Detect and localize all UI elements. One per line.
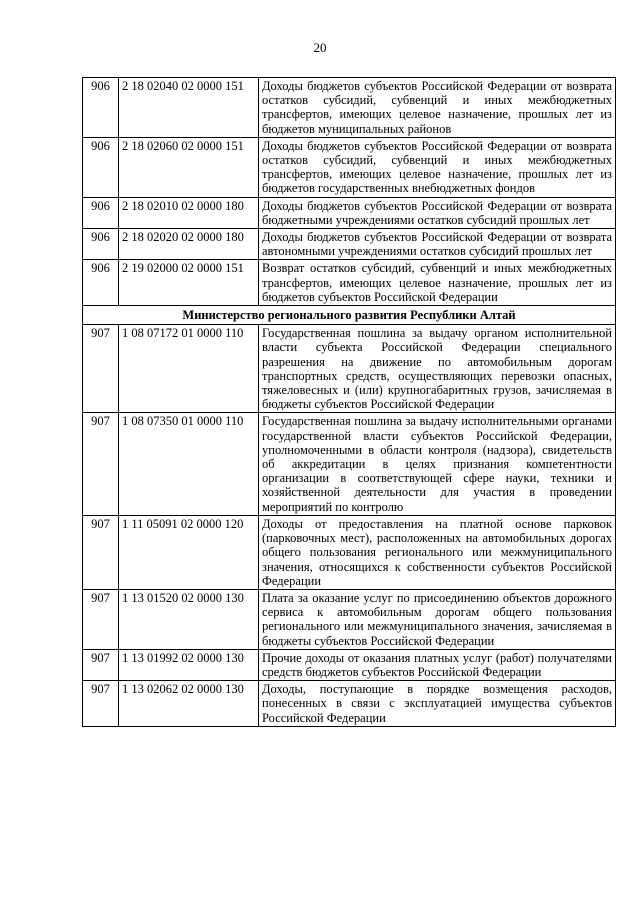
admin-code-cell: 907 (83, 681, 119, 727)
table-row (83, 137, 616, 197)
admin-code-cell: 907 (83, 589, 119, 649)
revenue-name-cell: Доходы бюджетов субъектов Российской Федерации от возврата остатков субсидий, субвенций и иных межбюджетных трансфертов, имеющих целевое назначение, прошлых лет из бюджетов государственных внебюджетных фондов (259, 137, 616, 197)
page-number: 20 (313, 40, 327, 55)
admin-code-cell: 906 (83, 260, 119, 306)
table-row (83, 325, 616, 413)
admin-code-cell: 907 (83, 413, 119, 515)
table-row (83, 413, 616, 515)
budget-code-cell: 2 18 02040 02 0000 151 (119, 78, 259, 138)
admin-code-cell: 907 (83, 325, 119, 413)
admin-code-cell: 907 (83, 515, 119, 589)
admin-code-cell: 906 (83, 78, 119, 138)
revenue-codes-table (82, 77, 616, 727)
budget-code-cell: 1 13 01992 02 0000 130 (119, 649, 259, 680)
revenue-name-cell: Плата за оказание услуг по присоединению объектов дорожного сервиса к автомобильным дорогам общего пользования регионального или межмуниципального значения, зачисляемая в бюджеты субъектов Российской Федерации (259, 589, 616, 649)
admin-code-cell: 907 (83, 649, 119, 680)
revenue-name-cell: Государственная пошлина за выдачу органом исполнительной власти субъекта Российской Федерации специального разрешения на движение по автомобильным дорогам транспортных средств, осуществляющих перевозки опасных, тяжеловесных и (или) крупногабаритных грузов, зачисляемая в бюджеты субъектов Российской Федерации (259, 325, 616, 413)
table-row (83, 589, 616, 649)
revenue-name-cell: Государственная пошлина за выдачу исполнительными органами государственной власти субъектов Российской Федерации, уполномоченными в области контроля (надзора), свидетельств об аккредитации в целях признания компетентности организации в соответствующей сфере науки, техники и хозяйственной деятельности для участия в проведении мероприятий по контролю (259, 413, 616, 515)
table-row (83, 78, 616, 138)
table-row (83, 229, 616, 260)
budget-code-cell: 1 08 07350 01 0000 110 (119, 413, 259, 515)
budget-code-cell: 2 18 02060 02 0000 151 (119, 137, 259, 197)
revenue-name-cell: Возврат остатков субсидий, субвенций и иных межбюджетных трансфертов, имеющих целевое назначение, прошлых лет из бюджетов субъектов Российской Федерации (259, 260, 616, 306)
budget-code-cell: 2 18 02010 02 0000 180 (119, 197, 259, 228)
budget-code-cell: 1 08 07172 01 0000 110 (119, 325, 259, 413)
table-row (83, 681, 616, 727)
revenue-name-cell: Доходы бюджетов субъектов Российской Федерации от возврата остатков субсидий, субвенций и иных межбюджетных трансфертов, имеющих целевое назначение, прошлых лет из бюджетов муниципальных районов (259, 78, 616, 138)
revenue-name-cell: Доходы бюджетов субъектов Российской Федерации от возврата автономными учреждениями остатков субсидий прошлых лет (259, 229, 616, 260)
budget-code-cell: 2 19 02000 02 0000 151 (119, 260, 259, 306)
table-row (83, 515, 616, 589)
section-header-row (83, 306, 616, 325)
admin-code-cell: 906 (83, 137, 119, 197)
admin-code-cell: 906 (83, 197, 119, 228)
budget-code-cell: 1 13 01520 02 0000 130 (119, 589, 259, 649)
admin-code-cell: 906 (83, 229, 119, 260)
budget-code-cell: 2 18 02020 02 0000 180 (119, 229, 259, 260)
section-title: Министерство регионального развития Республики Алтай (83, 306, 616, 325)
budget-code-cell: 1 13 02062 02 0000 130 (119, 681, 259, 727)
budget-code-cell: 1 11 05091 02 0000 120 (119, 515, 259, 589)
table-row (83, 197, 616, 228)
revenue-name-cell: Доходы бюджетов субъектов Российской Федерации от возврата бюджетными учреждениями остатков субсидий прошлых лет (259, 197, 616, 228)
table-row (83, 649, 616, 680)
table-row (83, 260, 616, 306)
revenue-name-cell: Доходы от предоставления на платной основе парковок (парковочных мест), расположенных на автомобильных дорогах общего пользования регионального или межмуниципального значения, относящихся к собственности субъектов Российской Федерации (259, 515, 616, 589)
revenue-name-cell: Прочие доходы от оказания платных услуг (работ) получателями средств бюджетов субъектов Российской Федерации (259, 649, 616, 680)
revenue-name-cell: Доходы, поступающие в порядке возмещения расходов, понесенных в связи с эксплуатацией имущества субъектов Российской Федерации (259, 681, 616, 727)
